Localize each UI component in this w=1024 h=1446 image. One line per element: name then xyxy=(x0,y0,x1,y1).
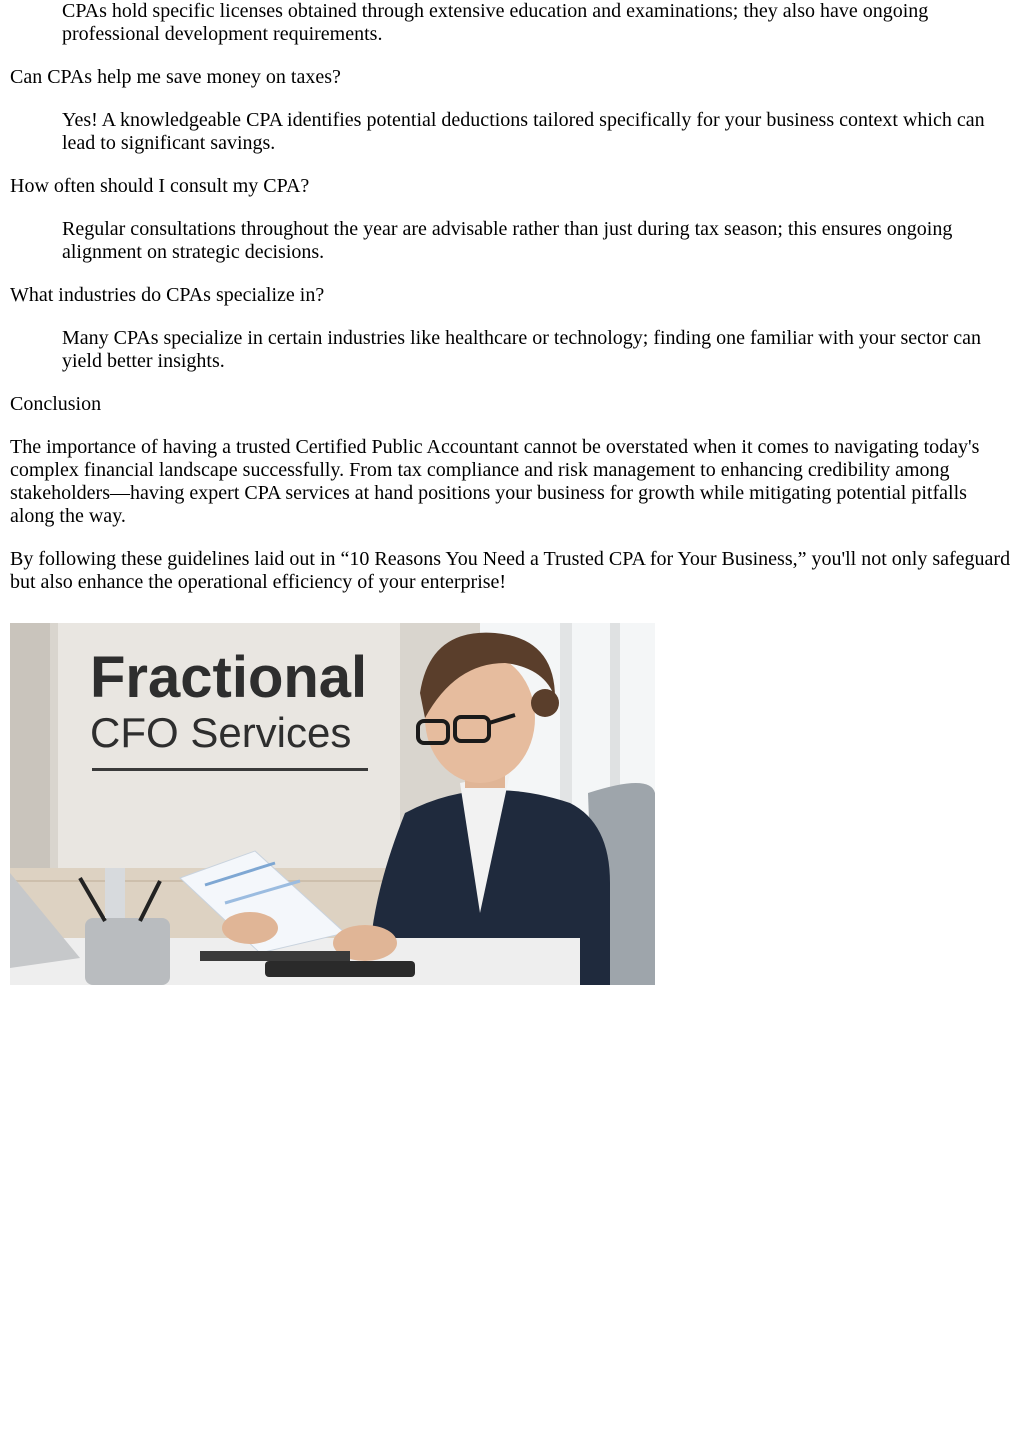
faq-answer: CPAs hold specific licenses obtained through extensive education and examinations; they also have ongoing professional development requirements. xyxy=(62,0,929,45)
notebook xyxy=(200,951,350,961)
conclusion-paragraph: By following these guidelines laid out in “10 Reasons You Need a Trusted CPA for Your Business,” you'll not only safeguard but also enhance the operational efficiency of your enterprise! xyxy=(10,548,1011,593)
faq-answer: Regular consultations throughout the year are advisable rather than just during tax season; this ensures ongoing alignment on strategic decisions. xyxy=(62,218,953,263)
hair-bun xyxy=(531,689,559,717)
conclusion-heading: Conclusion xyxy=(10,393,102,415)
sign-line-1: Fractional xyxy=(90,645,368,710)
faq-answer: Yes! A knowledgeable CPA identifies potential deductions tailored specifically for your business context which can lead to significant savings. xyxy=(62,109,985,154)
faq-question: How often should I consult my CPA? xyxy=(10,175,310,197)
faq-question: What industries do CPAs specialize in? xyxy=(10,284,325,306)
sign-underline xyxy=(92,768,368,771)
phone xyxy=(265,961,415,977)
hand xyxy=(222,912,278,944)
pen-holder xyxy=(85,918,170,985)
office-photo xyxy=(10,623,655,985)
article-image xyxy=(10,623,655,985)
faq-answer: Many CPAs specialize in certain industries like healthcare or technology; finding one familiar with your sector can yield better insights. xyxy=(62,327,981,372)
sign-line-2: CFO Services xyxy=(90,709,352,756)
article-body xyxy=(10,0,1016,614)
conclusion-paragraph: The importance of having a trusted Certified Public Accountant cannot be overstated when it comes to navigating today's complex financial landscape successfully. From tax compliance and risk management to enhancing credibility among stakeholders—having expert CPA services at hand positions your business for growth while mitigating potential pitfalls along the way. xyxy=(10,436,980,527)
faq-question: Can CPAs help me save money on taxes? xyxy=(10,66,341,88)
